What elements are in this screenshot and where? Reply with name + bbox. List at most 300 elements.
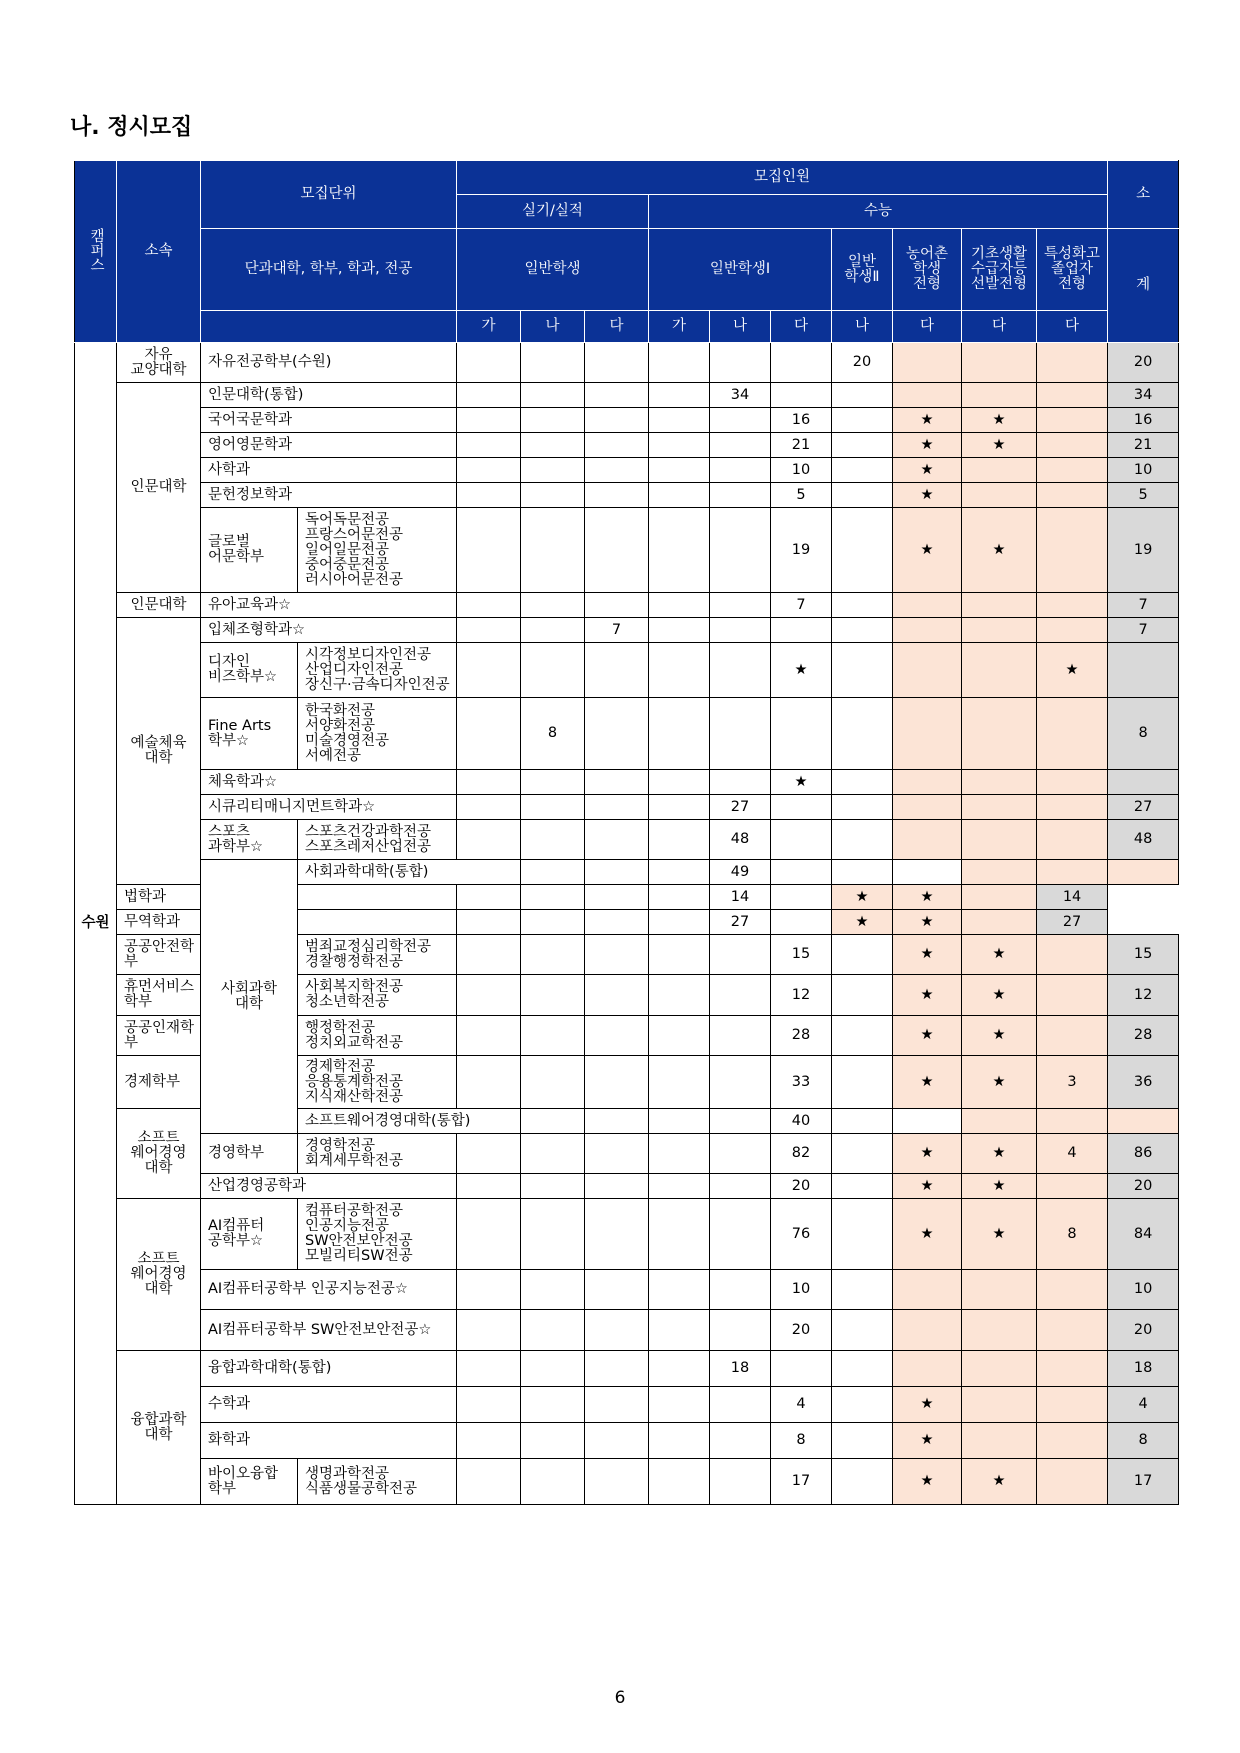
quota-cell [1037,383,1108,408]
major-cell [298,1056,457,1109]
total-cell: 14 [1037,885,1108,910]
quota-cell: ★ [962,1174,1037,1199]
quota-cell [893,1270,962,1310]
header-group-2: 다 [585,311,649,343]
quota-cell [649,1387,710,1423]
table-row [75,433,1179,458]
major-label: 경제학전공 응용통계학전공 지식재산학전공 [305,1058,404,1105]
unit-cell [201,618,457,643]
total-cell: 10 [1108,458,1179,483]
quota-cell [585,593,649,618]
quota-cell [1037,343,1108,383]
quota-cell [710,1387,771,1423]
quota-cell: 14 [710,885,771,910]
header-total-bottom: 계 [1108,229,1179,343]
quota-cell [298,910,457,935]
quota-cell: 48 [710,820,771,860]
quota-cell [521,1016,585,1056]
quota-cell [710,408,771,433]
quota-cell [710,343,771,383]
quota-cell [1037,698,1108,770]
quota-cell [1037,1310,1108,1351]
quota-cell: ★ [1037,643,1108,698]
quota-cell: ★ [893,885,962,910]
quota-cell [1037,795,1108,820]
quota-cell [457,1310,521,1351]
quota-cell [962,1423,1037,1459]
affiliation-label: 소프트 웨어경영 대학 [130,1130,187,1176]
affiliation-label: 자유 교양대학 [130,346,187,378]
quota-cell [771,343,832,383]
major-label: 시각정보디자인전공 산업디자인전공 장신구·금속디자인전공 [305,646,450,693]
header-total-top: 소 [1108,161,1179,229]
quota-cell: ★ [962,433,1037,458]
unit-label: 국어국문학과 [208,411,293,428]
total-cell [1108,643,1179,698]
quota-cell [457,1174,521,1199]
major-cell [298,820,457,860]
quota-cell [710,1174,771,1199]
quota-cell [585,975,649,1016]
quota-cell [893,343,962,383]
quota-cell [962,618,1037,643]
quota-cell [585,483,649,508]
unit-label: 영어영문학과 [208,436,293,453]
quota-cell [771,860,832,885]
header-quota: 모집인원 [457,161,1108,195]
quota-cell [521,1387,585,1423]
quota-cell [457,1199,521,1270]
quota-cell: ★ [962,1134,1037,1174]
quota-cell [710,1459,771,1505]
quota-cell: 4 [771,1387,832,1423]
unit-cell [201,1351,457,1387]
quota-cell [832,1270,893,1310]
quota-cell [893,820,962,860]
affiliation-label: 융합과학 대학 [130,1411,187,1443]
unit-cell [201,343,457,383]
header-group-1: 나 [521,311,585,343]
unit-label: 글로벌 어문학부 [208,534,265,565]
total-cell: 48 [1108,820,1179,860]
quota-cell [649,795,710,820]
quota-cell [893,770,962,795]
quota-cell: 8 [1037,1199,1108,1270]
unit-cell [201,770,457,795]
quota-cell: 17 [771,1459,832,1505]
quota-cell: 5 [771,483,832,508]
table-row [75,408,1179,433]
affiliation-cell [117,343,201,383]
quota-cell [298,885,457,910]
quota-cell [832,1174,893,1199]
quota-cell: ★ [893,1174,962,1199]
quota-cell [649,593,710,618]
header-campus-label: 캠퍼스 [88,227,104,272]
quota-cell [521,408,585,433]
unit-label: 공공안전학부 [124,938,195,970]
quota-cell [962,1387,1037,1423]
major-label: 행정학전공 정치외교학전공 [305,1019,404,1051]
quota-cell [710,433,771,458]
unit-label: 사회과학대학(통합) [305,863,429,880]
quota-cell [457,795,521,820]
quota-cell [1037,935,1108,975]
quota-cell [962,1310,1037,1351]
unit-cell [201,1423,457,1459]
major-cell [298,698,457,770]
quota-cell: 21 [771,433,832,458]
unit-cell [201,1459,298,1505]
quota-cell [771,910,832,935]
quota-cell [521,508,585,593]
quota-cell [832,643,893,698]
unit-cell [298,1109,521,1134]
unit-cell [117,910,298,935]
quota-cell [521,910,585,935]
table-row [75,618,1179,643]
quota-cell [832,458,893,483]
quota-cell [832,1310,893,1351]
quota-cell: ★ [893,1134,962,1174]
total-cell: 5 [1108,483,1179,508]
quota-cell [585,820,649,860]
unit-cell [201,1174,457,1199]
quota-cell [710,1056,771,1109]
unit-label: 공공인재학부 [124,1019,195,1051]
table-row [75,885,1179,910]
unit-label: 소프트웨어경영대학(통합) [305,1112,471,1129]
quota-cell [771,885,832,910]
unit-label: 경영학부 [208,1145,265,1161]
quota-cell [649,508,710,593]
quota-cell: ★ [771,770,832,795]
quota-cell [457,483,521,508]
quota-cell: 27 [710,795,771,820]
quota-cell [649,458,710,483]
major-label: 스포츠건강과학전공 스포츠레저산업전공 [305,823,432,855]
unit-label: 체육학과☆ [208,773,278,790]
quota-cell [832,1199,893,1270]
header-basic-label: 기초생활 수급자등 선발전형 [970,246,1028,292]
unit-label: 수학과 [208,1396,251,1412]
quota-cell [585,885,649,910]
quota-cell [710,1109,771,1134]
quota-cell [649,1423,710,1459]
total-cell: 10 [1108,1270,1179,1310]
total-cell: 27 [1108,795,1179,820]
quota-cell [457,643,521,698]
quota-cell [585,698,649,770]
major-label: 한국화전공 서양화전공 미술경영전공 서예전공 [305,702,390,764]
quota-cell: 40 [771,1109,832,1134]
unit-cell [201,383,457,408]
quota-cell [585,1174,649,1199]
unit-cell [117,1016,201,1056]
quota-cell [649,1270,710,1310]
quota-cell [585,1423,649,1459]
total-cell: 21 [1108,433,1179,458]
quota-cell [585,1387,649,1423]
quota-cell [832,593,893,618]
header-group-9: 다 [1037,311,1108,343]
unit-cell [117,935,201,975]
quota-cell [710,618,771,643]
total-cell: 18 [1108,1351,1179,1387]
quota-cell [771,795,832,820]
unit-label: 법학과 [124,888,167,905]
total-cell: 20 [1108,343,1179,383]
total-cell: 86 [1108,1134,1179,1174]
major-label: 범죄교정심리학전공 경찰행정학전공 [305,938,432,970]
major-label: 경영학전공 회계세무학전공 [305,1137,404,1169]
major-cell [298,1134,457,1174]
unit-label: AI컴퓨터공학부 SW안전보안전공☆ [208,1321,432,1338]
quota-cell [521,1199,585,1270]
header-general2-label: 일반 학생Ⅱ [844,253,880,285]
quota-cell [1037,483,1108,508]
unit-label: 바이오융합 학부 [208,1465,279,1497]
quota-cell: 33 [771,1056,832,1109]
quota-cell: 4 [1037,1134,1108,1174]
table-header [75,161,1179,343]
quota-cell [962,1351,1037,1387]
quota-cell [585,408,649,433]
quota-cell: ★ [962,1459,1037,1505]
unit-cell [201,698,298,770]
quota-cell [1037,1270,1108,1310]
quota-cell [962,885,1037,910]
affiliation-label: 사회과학 대학 [220,980,278,1012]
header-group-blank [201,311,457,343]
quota-cell [585,910,649,935]
quota-cell [1037,1174,1108,1199]
quota-cell [1037,433,1108,458]
major-cell [298,643,457,698]
unit-label: Fine Arts 학부☆ [208,717,272,749]
quota-cell [893,1310,962,1351]
total-cell: 12 [1108,975,1179,1016]
quota-cell [962,795,1037,820]
quota-cell [649,1109,710,1134]
header-general1: 일반학생Ⅰ [649,229,832,311]
quota-cell: ★ [893,433,962,458]
quota-cell [585,1016,649,1056]
quota-cell [585,1459,649,1505]
quota-cell: ★ [893,1423,962,1459]
quota-cell: ★ [832,910,893,935]
quota-cell [832,408,893,433]
header-affiliation: 소속 [117,161,201,343]
quota-cell [771,820,832,860]
table-row [75,1387,1179,1423]
quota-cell [521,1351,585,1387]
unit-label: 휴먼서비스 학부 [124,979,195,1010]
quota-cell [649,860,710,885]
quota-cell [521,820,585,860]
quota-cell [521,935,585,975]
unit-cell [201,408,457,433]
quota-cell [521,383,585,408]
quota-cell [649,1199,710,1270]
quota-cell: 19 [771,508,832,593]
quota-cell: ★ [893,1459,962,1505]
quota-cell: ★ [893,1387,962,1423]
quota-cell [585,1351,649,1387]
unit-label: 무역학과 [124,913,181,930]
quota-cell [771,1351,832,1387]
total-cell: 20 [1108,1310,1179,1351]
unit-label: AI컴퓨터공학부 인공지능전공☆ [208,1281,408,1297]
quota-cell [771,698,832,770]
affiliation-label: 인문대학 [130,596,187,613]
table-row [75,795,1179,820]
total-cell: 34 [1108,383,1179,408]
quota-cell [585,458,649,483]
quota-cell [521,643,585,698]
unit-label: 스포츠 과학부☆ [208,823,264,855]
quota-cell [832,618,893,643]
total-cell: 7 [1108,593,1179,618]
unit-label: 융합과학대학(통합) [208,1360,332,1376]
quota-cell [585,383,649,408]
quota-cell [457,1016,521,1056]
unit-label: 입체조형학과☆ [208,621,306,638]
quota-cell [649,483,710,508]
quota-cell [521,885,585,910]
quota-cell: ★ [893,1056,962,1109]
quota-cell [585,770,649,795]
unit-cell [201,593,457,618]
total-cell [1108,770,1179,795]
total-cell: 17 [1108,1459,1179,1505]
quota-cell [457,1056,521,1109]
quota-cell [585,433,649,458]
quota-cell: 18 [710,1351,771,1387]
quota-cell [962,698,1037,770]
quota-cell: ★ [893,975,962,1016]
quota-cell [521,483,585,508]
quota-cell [457,1423,521,1459]
table-row [75,1134,1179,1174]
table-row [75,1270,1179,1310]
quota-cell [832,508,893,593]
major-label: 컴퓨터공학전공 인공지능전공 SW안전보안전공 모빌리티SW전공 [305,1203,413,1264]
header-rural [893,229,962,311]
header-special [1037,229,1108,311]
quota-cell [649,643,710,698]
table-row [75,643,1179,698]
quota-cell: ★ [962,408,1037,433]
quota-cell [962,383,1037,408]
quota-cell [649,820,710,860]
major-cell [298,1199,457,1270]
quota-cell [521,975,585,1016]
quota-cell [710,1310,771,1351]
quota-cell [893,1351,962,1387]
quota-cell [585,1109,649,1134]
major-cell [298,975,457,1016]
header-general2 [832,229,893,311]
quota-cell [1037,508,1108,593]
table-row [75,593,1179,618]
quota-cell [832,770,893,795]
quota-cell [457,458,521,483]
quota-cell [521,593,585,618]
unit-label: 디자인 비즈학부☆ [208,654,278,685]
total-cell: 8 [1108,1423,1179,1459]
affiliation-cell [117,1199,201,1351]
quota-cell [457,343,521,383]
quota-cell: 12 [771,975,832,1016]
header-rural-label: 농어촌 학생 전형 [905,246,949,292]
quota-cell [832,935,893,975]
quota-cell: 15 [771,935,832,975]
quota-cell: ★ [962,508,1037,593]
header-group-4: 나 [710,311,771,343]
quota-cell: 82 [771,1134,832,1174]
unit-label: 인문대학(통합) [208,386,304,403]
quota-cell: 10 [771,458,832,483]
quota-cell [771,383,832,408]
header-campus [75,161,117,343]
quota-cell [585,935,649,975]
quota-cell [585,1134,649,1174]
quota-cell [962,910,1037,935]
quota-cell: 20 [832,343,893,383]
table-body [75,343,1179,1505]
quota-cell [1037,770,1108,795]
quota-cell [1037,820,1108,860]
quota-cell [649,770,710,795]
quota-cell [1108,860,1179,885]
quota-cell [1037,458,1108,483]
quota-cell [457,593,521,618]
quota-cell [710,1423,771,1459]
quota-cell [585,343,649,383]
quota-cell [649,1056,710,1109]
major-cell [298,508,457,593]
major-label: 사회복지학전공 청소년학전공 [305,979,404,1010]
quota-cell [832,433,893,458]
quota-cell [521,1310,585,1351]
quota-cell [962,483,1037,508]
quota-cell [457,1387,521,1423]
unit-cell [201,1134,298,1174]
unit-cell [201,433,457,458]
quota-cell [1037,1387,1108,1423]
quota-cell: 20 [771,1310,832,1351]
quota-cell [832,1423,893,1459]
quota-cell: 7 [771,593,832,618]
quota-cell [710,975,771,1016]
header-group-7: 다 [893,311,962,343]
quota-cell [832,1351,893,1387]
quota-cell [1037,1423,1108,1459]
unit-cell [298,860,521,885]
quota-cell [457,433,521,458]
quota-cell [649,383,710,408]
affiliation-cell [117,618,201,885]
total-cell: 8 [1108,698,1179,770]
unit-cell [117,885,298,910]
quota-cell [457,770,521,795]
total-cell: 15 [1108,935,1179,975]
unit-cell [201,1270,457,1310]
unit-cell [201,483,457,508]
unit-cell [201,508,298,593]
total-cell: 27 [1037,910,1108,935]
